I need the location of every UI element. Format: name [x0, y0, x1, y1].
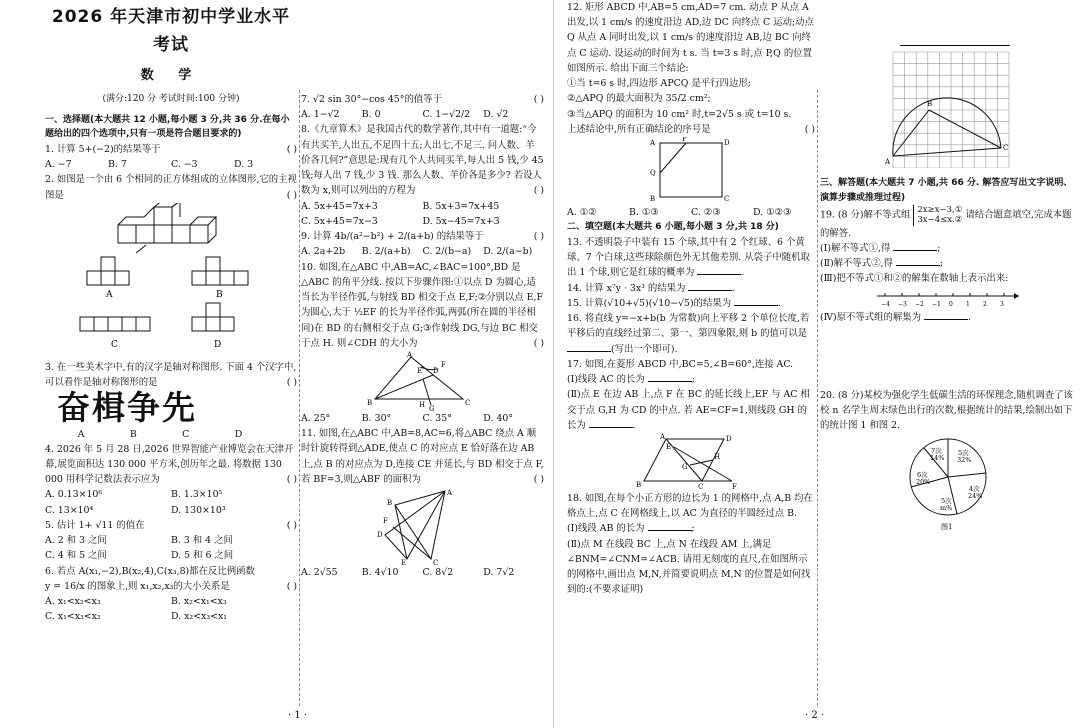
question-10-options: A. 25° B. 30° C. 35° D. 40° [301, 412, 514, 424]
q2-label-c: C [111, 339, 118, 350]
question-1-options: A. −7 B. 7 C. −3 D. 3 [45, 159, 254, 171]
pie-pct: 24% [967, 492, 982, 501]
answer-blank[interactable] [567, 342, 611, 352]
svg-text:D: D [724, 139, 730, 148]
question-20: 20. (8 分)某校为强化学生低碳生活的环保理念,随机调查了该校 n 名学生周末绿色出行的次数,根据统计的结果,绘制出如下的统计图 1 和图 2. 7次 14% 5次 32% 4次 24% 5次 m% 6次 20% 图1 [820, 389, 1073, 532]
question-2: 2. 如图是一个由 6 个相同的正方体组成的立体图形,它的主视图是 ( ) A B C D [45, 172, 297, 359]
page-number-1: · 1 · [288, 709, 308, 721]
column-4 [820, 0, 1075, 533]
svg-text:B: B [366, 398, 372, 407]
number-line-label: 3 [999, 301, 1004, 309]
question-9-options: A. 2a+2b B. 2/(a+b) C. 2/(b−a) D. 2/(a−b) [301, 246, 533, 258]
question-1: 1. 计算 5+(−2)的结果等于 ( ) A. −7 B. 7 C. −3 D. 3 [45, 142, 297, 172]
page-divider [553, 0, 554, 728]
question-13: 13. 不透明袋子中装有 15 个球,其中有 2 个红球、6 个黄球、7 个白球,这些球除颜色外无其他差别. 从袋子中随机取出 1 个球,则它是红球的概率为 . [567, 236, 810, 279]
svg-text:A: A [406, 350, 412, 359]
number-line-label: −4 [880, 301, 890, 309]
q2-label-b: B [216, 289, 223, 300]
figure-caption: 图1 [940, 523, 952, 532]
column-divider [817, 90, 818, 706]
q2-label-d: D [214, 339, 222, 350]
question-17: 17. 如图,在菱形 ABCD 中,BC=5,∠B=60°,连接 AC. (Ⅰ)线段 AC 的长为 ; (Ⅱ)点 E 在边 AB 上,点 F 在 BC 的延长线上,EF 与 AC 相交于点 G,H 为 CD 的中点. 若 AE=CF=1,则线段 GH 的长为 . A B C D E F G H [567, 358, 810, 491]
q18-continuation-space [820, 0, 1075, 48]
q3-labels: A B C D [77, 428, 243, 440]
question-8-options: A. 5x+45=7x+3 B. 5x+3=7x+45 C. 5x+45=7x−3 D. 5x−45=7x+3 [301, 200, 500, 227]
svg-text:F: F [732, 482, 737, 491]
cube-solid-figure [106, 203, 236, 255]
svg-text:C: C [464, 398, 470, 407]
question-5: 5. 估计 1+ √11 的值在 ( ) A. 2 和 3 之间 B. 3 和 4 之间 C. 4 和 5 之间 D. 5 和 6 之间 [45, 518, 297, 564]
svg-text:D: D [726, 434, 732, 443]
svg-text:D: D [376, 531, 383, 540]
pie-label: 5次 [940, 497, 952, 506]
question-15: 15. 计算(√10+√5)(√10−√5)的结果为 . [567, 297, 782, 309]
svg-text:C: C [698, 482, 704, 491]
question-12-options: A. ①② B. ①③ C. ②③ D. ①②③ [567, 207, 792, 219]
number-line-label: 0 [948, 301, 953, 309]
answer-blank[interactable] [896, 256, 940, 266]
svg-text:Q: Q [650, 169, 656, 178]
question-8: 8.《九章算术》是我国古代的数学著作,其中有一道题:“今有共买羊,人出五,不足四十五;人出七,不足三. 问人数、羊价各几何?”意思是:现有几个人共同买羊,每人出 5 钱,少 45 钱;每人出 7 钱,少 3 钱. 那么人数、羊价各是多少? 若设人数为 x,则可以列出的方程为 ( ) A. 5x+45=7x+3 B. 5x+3=7x+45 C. 5x+45=7x−3 D. 5x−45=7x+3 [301, 122, 544, 229]
question-12: 12. 矩形 ABCD 中,AB=5 cm,AD=7 cm. 动点 P 从点 A 出发,以 1 cm/s 的速度沿边 AD,边 DC 向终点 C 运动;动点 Q 从点 A 同时出发,以 1 cm/s 的速度沿边 AB,边 BC 向终点 C 运动. 设运动的时间为 t s. 当 t=3 s 时,点 P,Q 的位置如图所示. 给出下面三个结论: ①当 t=6 s 时,四边形 APCQ 是平行四边形; ②△APQ 的最大面积为 35/2 cm²; ③当△APQ 的面积为 10 cm² 时,t=2√5 s 或 t=10 s. 上述结论中,所有正确结论的序号是 ( ) A B C D P Q A. ①② B. ①③ C. ②③ D. ①②③ [567, 0, 815, 220]
pie-label: 6次 [916, 471, 928, 480]
section-3-heading: 三、解答题(本大题共 7 小题,共 66 分. 解答应写出文字说明、演算步骤或推理过程) [820, 178, 1073, 203]
number-line-label: −3 [897, 301, 907, 309]
number-line-label: −1 [931, 301, 941, 309]
svg-text:H: H [418, 400, 425, 409]
number-line [873, 286, 1023, 310]
calligraphy-characters: 奋楫争先 [57, 388, 197, 428]
section-1-heading: 一、选择题(本大题共 12 小题,每小题 3 分,共 36 分.在每小题给出的四个选项中,只有一项是符合题目要求的) [45, 114, 290, 140]
question-16: 16. 将直线 y=−x+b(b 为常数)向上平移 2 个单位长度,若平移后的直线经过第二、第一、第四象限,则 b 的值可以是 (写出一个即可). [567, 313, 810, 355]
question-11: 11. 如图,在△ABC 中,AB=8,AC=6,将△ABC 绕点 A 顺时针旋转得到△ADE,使点 C 的对应点 E 恰好落在边 AB 上,点 B 的对应点为 D,连接 CE 并延长,与 BD 相交于点 F,若 BF=3,则△ABF 的面积为 ( ) A B C D E F A. 2√55 B. 4√10 C. 8√2 D. 7√2 [301, 426, 544, 580]
svg-text:C: C [432, 559, 438, 566]
question-5-options: A. 2 和 3 之间 B. 3 和 4 之间 C. 4 和 5 之间 D. 5 和 6 之间 [45, 535, 234, 562]
svg-text:G: G [682, 462, 688, 471]
answer-blank[interactable] [893, 241, 937, 251]
pie-label: 4次 [968, 485, 980, 494]
svg-text:B: B [636, 480, 642, 489]
number-line-label: 2 [982, 301, 987, 309]
question-10: 10. 如图,在△ABC 中,AB=AC,∠BAC=100°,BD 是△ABC 的角平分线. 按以下步骤作图:①以点 D 为圆心,适当长为半径作弧,与射线 BD 相交于点 E,F;②分别以点 E,F 为圆心,大于 ½EF 的长为半径作弧,两弧(所在圆的半径相同)在 BD 的右侧相交于点 G;③作射线 DG,与边 BC 相交于点 H. 则∠CDH 的大小为 ( ) A B C D E F G H A. 25° B. 30° C. 35° D. 40° [301, 260, 544, 427]
question-18: 18. 如图,在每个小正方形的边长为 1 的网格中,点 A,B 均在格点上,点 C 在网格线上,以 AC 为直径的半圆经过点 B. (Ⅰ)线段 AB 的长为 ; (Ⅱ)点 M 在线段 BC 上,点 N 在线段 AM 上,满足 ∠BNM=∠CNM=∠ACB. 请用无刻度的直尺,在如图所示的网格中,画出点 M,N,并简要说明点 M,N 的位置是如何找到的:(不要求证明) [567, 492, 813, 596]
pie-label: 7次 [930, 447, 942, 456]
pie-label: 5次 [957, 449, 969, 458]
question-11-options: A. 2√55 B. 4√10 C. 8√2 D. 7√2 [301, 567, 515, 579]
q17-rhombus-figure [636, 433, 746, 491]
pie-pct: 14% [929, 454, 944, 463]
svg-text:B: B [386, 499, 392, 508]
column-divider [299, 90, 300, 706]
svg-text:F: F [382, 517, 388, 526]
svg-text:A: A [650, 139, 656, 148]
svg-text:D: D [432, 366, 439, 375]
svg-text:C: C [724, 195, 730, 204]
question-7-options: A. 1−√2 B. 0 C. 1−√2/2 D. √2 [301, 109, 509, 121]
question-3: 3. 在一些美术字中,有的汉字是轴对称图形. 下面 4 个汉字中,可以看作是轴对称图形的是 ( ) 奋楫争先 A B C D [45, 360, 297, 442]
pie-chart-figure [903, 433, 993, 533]
svg-text:E: E [416, 366, 422, 375]
svg-text:A: A [660, 432, 666, 441]
svg-text:G: G [428, 404, 435, 411]
svg-text:P: P [682, 137, 687, 144]
svg-text:H: H [714, 452, 721, 461]
answer-blank[interactable] [589, 418, 633, 428]
column-2 [301, 92, 544, 580]
q2-label-a: A [106, 289, 113, 300]
svg-text:B: B [650, 195, 656, 204]
pie-pct: m% [939, 504, 952, 513]
question-4: 4. 2026 年 5 月 28 日,2026 世界智能产业博览会在天津开幕,展览面积达 130 000 平方米,创历年之最. 将数据 130 000 用科学记数法表示应为 ( ) A. 0.13×10⁶ B. 1.3×10⁵ C. 13×10⁴ D. 130×10³ [45, 442, 297, 518]
q2-options-figure [66, 255, 276, 360]
pie-pct: 20% [915, 478, 930, 487]
answer-blank[interactable] [648, 521, 692, 531]
question-7: 7. √2 sin 30°−cos 45°的值等于 ( ) A. 1−√2 B. 0 C. 1−√2/2 D. √2 [301, 92, 544, 122]
page-number-2: · 2 · [805, 709, 825, 721]
question-6-options: A. x₁<x₂<x₃ B. x₂<x₁<x₃ C. x₁<x₃<x₂ D. x₂<x₃<x₁ [45, 596, 227, 623]
question-9: 9. 计算 4b/(a²−b²) + 2/(a+b) 的结果等于 ( ) A. 2a+2b B. 2/(a+b) C. 2/(b−a) D. 2/(a−b) [301, 229, 544, 259]
svg-text:A: A [884, 158, 890, 166]
inequality-system: 2x≥x−3,① 3x−4≤x.② [913, 205, 962, 225]
q18-grid-figure [883, 48, 1013, 168]
q11-rotation-figure [373, 487, 473, 565]
svg-text:B: B [926, 100, 932, 108]
exam-info: (满分:120 分 考试时间:100 分钟) [102, 94, 240, 105]
answer-blank[interactable] [688, 281, 732, 291]
svg-text:E: E [400, 559, 406, 566]
answer-blank[interactable] [734, 296, 778, 306]
answer-blank[interactable] [924, 310, 968, 320]
svg-text:C: C [1002, 144, 1008, 152]
question-4-options: A. 0.13×10⁶ B. 1.3×10⁵ C. 13×10⁴ D. 130×10³ [45, 489, 226, 516]
question-6: 6. 若点 A(x₁,−2),B(x₂,4),C(x₃,8)都在反比例函数 y = 16/x 的图象上,则 x₁,x₂,x₃的大小关系是 ( ) A. x₁<x₂<x₃ B. x₂<x₁<x₃ C. x₁<x₃<x₂ D. x₂<x₃<x₁ [45, 564, 297, 625]
question-19: 19. (8 分)解不等式组 2x≥x−3,① 3x−4≤x.② 请结合题意填空,完成本题的解答. (Ⅰ)解不等式①,得 ; (Ⅱ)解不等式②,得 ; (Ⅲ)把不等式①和②的解集在数轴上表示出来: −4 −3 −2 −1 0 1 2 3 (Ⅳ)原不等式组的解集为 . [820, 205, 1072, 324]
page-title: 2026 年天津市初中学业水平考试 [51, 7, 291, 55]
column-1 [45, 0, 297, 625]
q12-rectangle-figure [646, 137, 736, 205]
svg-text:F: F [440, 360, 446, 369]
answer-blank[interactable] [900, 36, 1010, 46]
column-3 [567, 0, 815, 598]
svg-text:E: E [666, 442, 672, 451]
svg-text:A: A [446, 489, 452, 498]
number-line-label: 1 [965, 301, 970, 309]
section-2-heading: 二、填空题(本大题共 6 小题,每小题 3 分,共 18 分) [567, 222, 779, 233]
question-14: 14. 计算 x⁷y · 3x³ 的结果为 . [567, 282, 736, 294]
subject-title: 数 学 [140, 68, 202, 84]
q10-triangle-figure [363, 351, 483, 411]
pie-pct: 32% [956, 456, 971, 465]
answer-blank[interactable] [648, 372, 692, 382]
answer-blank[interactable] [697, 265, 741, 275]
number-line-label: −2 [914, 301, 924, 309]
